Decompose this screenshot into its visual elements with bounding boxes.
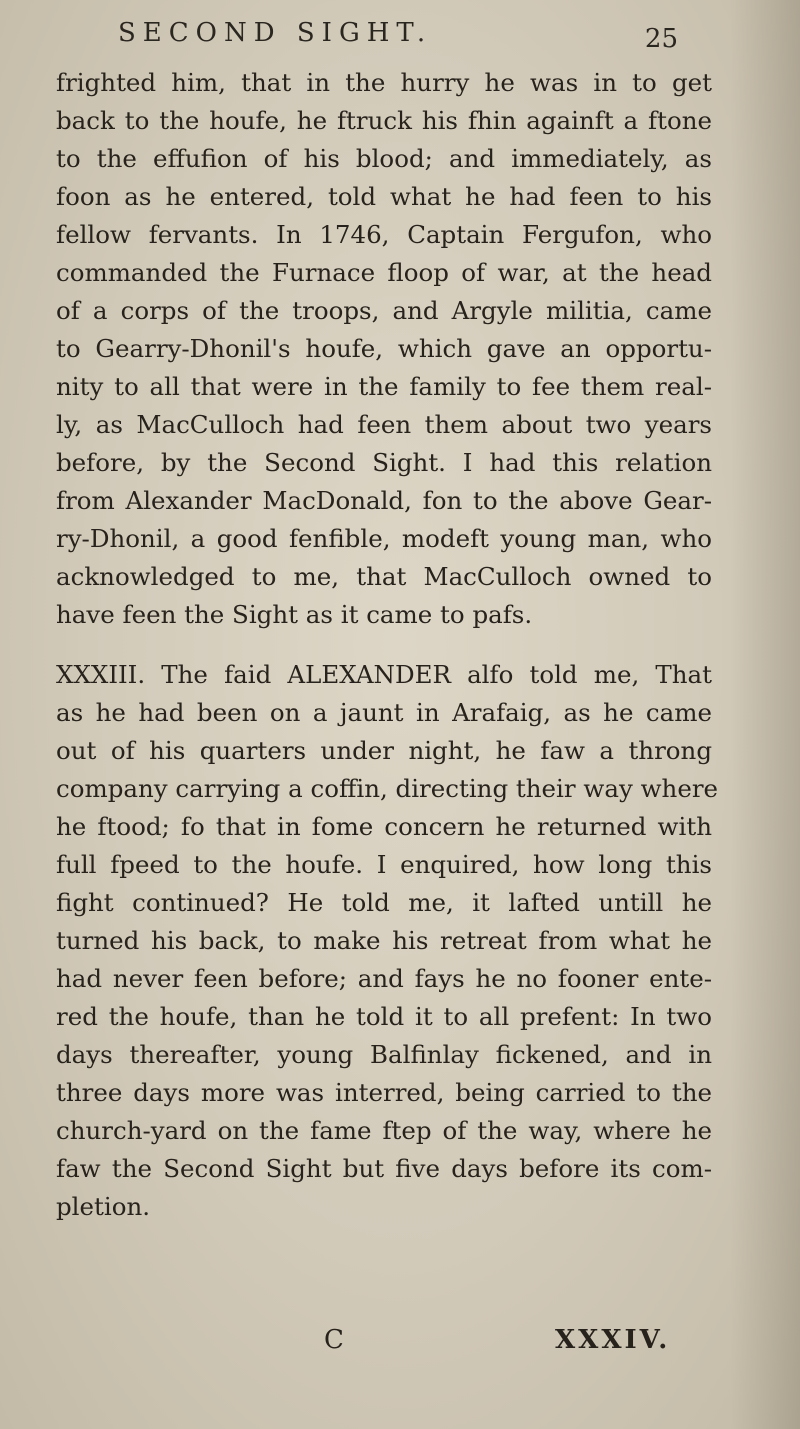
paragraph-2 [56, 656, 719, 1226]
text-line: he ftood; fo that in fome concern he returned with [56, 812, 712, 841]
text-line: commanded the Furnace floop of war, at the head [56, 258, 712, 287]
body-text [56, 64, 719, 1226]
text-line: nity to all that were in the family to fee them real- [56, 372, 712, 401]
text-line: frighted him, that in the hurry he was in to get [56, 68, 712, 97]
text-line: have feen the Sight as it came to pafs. [56, 600, 533, 629]
catchword: XXXIV. [555, 1325, 671, 1355]
text-line: pletion. [56, 1192, 151, 1221]
text-line: of a corps of the troops, and Argyle militia, came [56, 296, 712, 325]
text-line: acknowledged to me, that MacCulloch owned to [56, 562, 712, 591]
text-line: out of his quarters under night, he faw a throng [56, 736, 712, 765]
page-number: 25 [644, 24, 678, 54]
text-line: ry-Dhonil, a good fenfible, modeft young man, who [56, 524, 712, 553]
running-head: SECOND SIGHT. [118, 18, 433, 48]
text-line: before, by the Second Sight. I had this relation [56, 448, 712, 477]
text-line: faw the Second Sight but five days before its com- [56, 1154, 712, 1183]
text-line: fellow fervants. In 1746, Captain Fergufon, who [56, 220, 712, 249]
text-line: days thereafter, young Balfinlay fickened, and in [56, 1040, 712, 1069]
text-line: as he had been on a jaunt in Arafaig, as he came [56, 698, 712, 727]
text-line: red the houfe, than he told it to all prefent: In two [56, 1002, 712, 1031]
text-line: fight continued? He told me, it lafted untill he [56, 888, 712, 917]
signature-mark: C [324, 1325, 344, 1355]
page-footer [0, 1325, 800, 1365]
text-line: foon as he entered, told what he had feen to his [56, 182, 712, 211]
text-line: company carrying a coffin, directing their way where [56, 774, 719, 803]
text-line: to Gearry-Dhonil's houfe, which gave an opportu- [56, 334, 712, 363]
text-line: turned his back, to make his retreat from what he [56, 926, 712, 955]
text-line: XXXIII. The faid ALEXANDER alfo told me, That [56, 660, 712, 689]
text-line: to the effufion of his blood; and immediately, as [56, 144, 712, 173]
text-line: church-yard on the fame ftep of the way, where he [56, 1116, 712, 1145]
page-edge-shadow [730, 0, 800, 1429]
paragraph-1 [56, 64, 712, 634]
text-line: ly, as MacCulloch had feen them about two years [56, 410, 712, 439]
page-header [118, 4, 678, 54]
paragraph-gap [56, 634, 712, 656]
text-line: back to the houfe, he ftruck his fhin againft a ftone [56, 106, 712, 135]
text-line: from Alexander MacDonald, fon to the above Gear- [56, 486, 712, 515]
text-line: had never feen before; and fays he no fooner ente- [56, 964, 712, 993]
text-line: full fpeed to the houfe. I enquired, how long this [56, 850, 712, 879]
text-line: three days more was interred, being carried to the [56, 1078, 712, 1107]
